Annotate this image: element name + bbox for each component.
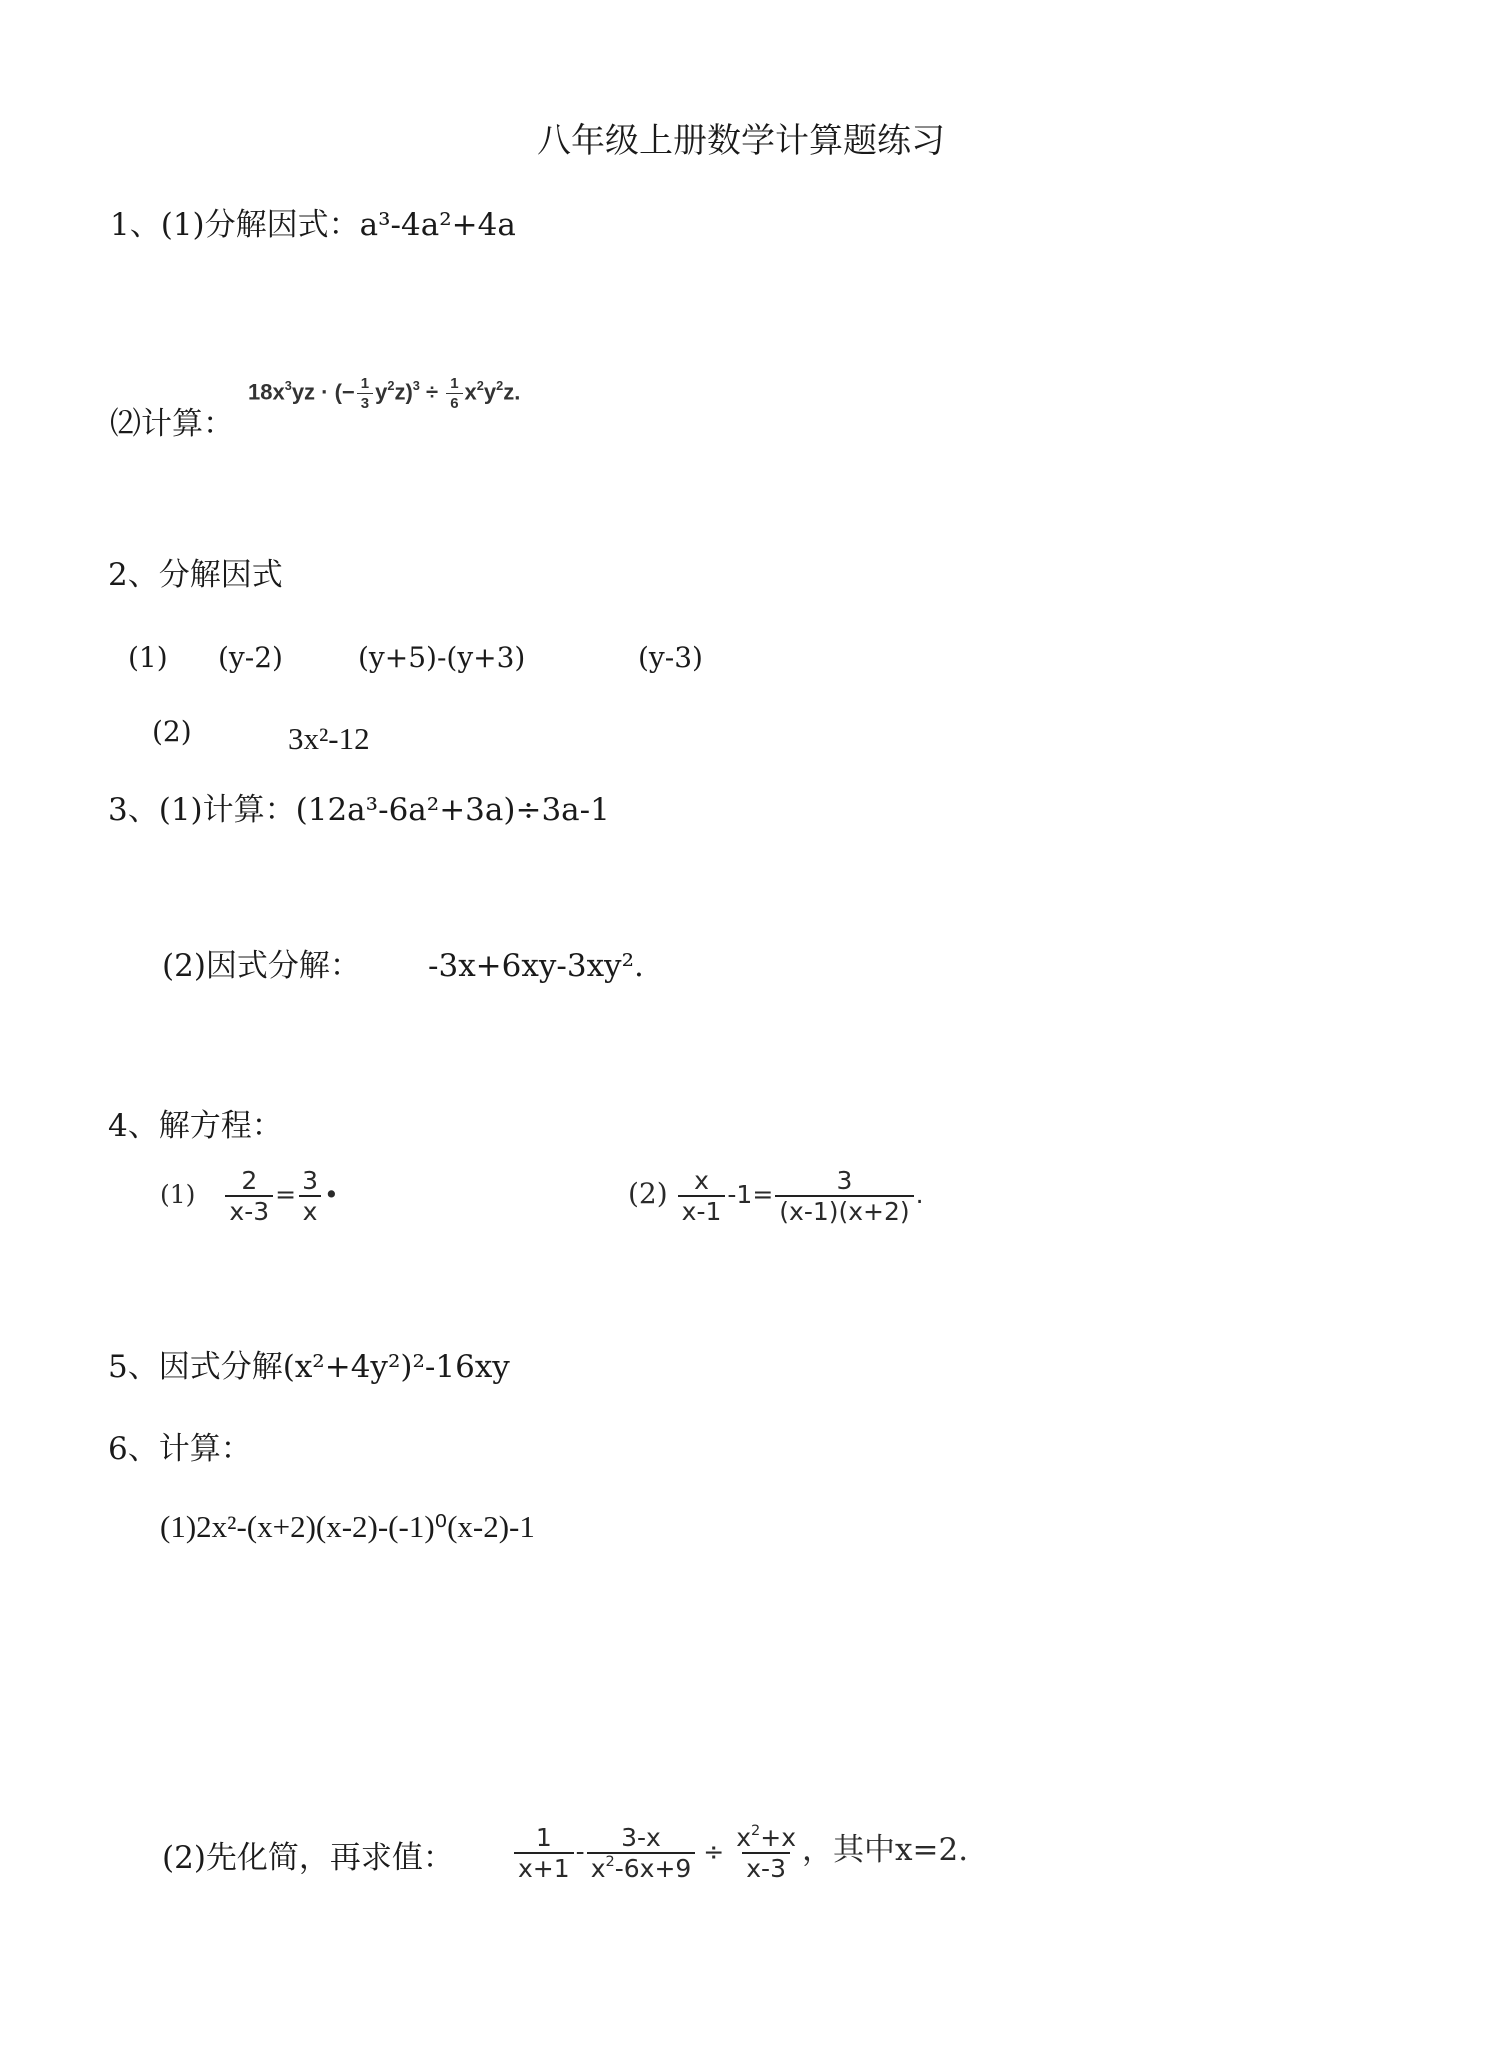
fraction-numerator: 1 (535, 1823, 552, 1852)
denominator-term: x (590, 1854, 606, 1883)
expr-term: y (375, 379, 388, 405)
q5 (108, 1349, 510, 1385)
fraction-numerator: 1 (450, 375, 459, 392)
q6-heading: 6、计算： (108, 1431, 252, 1467)
q2-heading: 2、分解因式 (108, 557, 283, 593)
q6-fraction-1 (514, 1825, 574, 1881)
fraction-denominator: x-3 (742, 1852, 790, 1881)
q1-part2-label: ⑵计算： (110, 406, 234, 442)
q6-part1-expr: (1)2x²-(x+2)(x-2)-(-1)⁰(x-2)-1 (160, 1509, 535, 1544)
numerator-term: +x (760, 1823, 797, 1852)
q4-part1-fraction-right (298, 1168, 322, 1224)
expr-term: yz · (− (291, 379, 355, 405)
q1-part1-expr: a³-4a²+4a (359, 207, 516, 243)
q1-part2-expression-image: $18x^3yz$ · (− $\frac{1}{3}$ $y^2z)^3$ ÷ $\frac{1}{6}$ $x^2y^2z$. (248, 375, 521, 412)
fraction-numerator: 1 (360, 375, 370, 392)
page-title: 八年级上册数学计算题练习 (537, 121, 945, 161)
q2-part1-factor-a: (y-2) (218, 641, 283, 674)
divide-sign: ÷ (419, 379, 445, 405)
minus-one-equals: -1= (727, 1180, 774, 1209)
expr-term: z. (503, 379, 521, 405)
fraction-numerator: 3 (836, 1166, 853, 1195)
divide-sign: ÷ (703, 1837, 725, 1866)
fraction-numerator: 3-x (621, 1823, 661, 1852)
fraction-numerator: 2 (241, 1166, 258, 1195)
q6-fraction-2 (587, 1825, 696, 1881)
q2-part1-factor-b: (y+5)-(y+3) (358, 641, 526, 674)
fraction-one-sixth (446, 376, 462, 411)
q4-part1-fraction-left (225, 1168, 273, 1224)
q6-fraction-3 (732, 1825, 800, 1881)
fraction-denominator: x+1 (514, 1852, 574, 1881)
q3-part2-expr: -3x+6xy-3xy². (428, 948, 644, 984)
fraction-denominator: 3 (357, 393, 373, 411)
end-period: . (915, 1180, 924, 1209)
fraction-numerator: x (694, 1166, 709, 1195)
expr-term: x (464, 379, 477, 405)
q2-part2-expr: 3x²-12 (288, 721, 370, 756)
q6-part2-condition: ，其中x=2. (802, 1832, 969, 1868)
q1-part1-label: 1、(1)分解因式： (110, 207, 360, 243)
fraction-numerator: $x^2+x$ (736, 1823, 797, 1852)
fraction-one-third (357, 376, 373, 411)
equals-sign: = (275, 1180, 297, 1209)
q2-part2-label: (2) (152, 715, 192, 748)
q5-expr: (x²+4y²)²-16xy (282, 1349, 510, 1385)
q4-part1-label: (1) (160, 1180, 196, 1209)
q4-part2-equation (628, 1168, 924, 1224)
q4-part1-equation (160, 1168, 339, 1224)
q6-part2-expression (512, 1825, 968, 1881)
expr-term: y (483, 379, 497, 405)
fraction-denominator: 6 (446, 393, 462, 411)
q2-part1-label: (1) (128, 641, 168, 674)
fraction-denominator: (x-1)(x+2) (775, 1195, 913, 1224)
fraction-numerator: 3 (302, 1166, 319, 1195)
fraction-denominator: x-1 (678, 1195, 726, 1224)
q3-part1-label: 3、(1)计算： (108, 792, 296, 828)
expr-term: z) (394, 379, 413, 405)
q6-part2-label: (2)先化简，再求值： (162, 1840, 454, 1876)
q3-part1 (108, 792, 610, 828)
minus-sign: - (575, 1837, 585, 1866)
end-dot: • (324, 1180, 339, 1209)
q4-part2-label: (2) (628, 1177, 668, 1210)
q4-part2-fraction-right (775, 1168, 913, 1224)
expr-term: 18x (248, 379, 285, 405)
q2-part1-factor-c: (y-3) (638, 641, 703, 674)
fraction-denominator: x-3 (225, 1195, 273, 1224)
q5-label: 5、因式分解 (108, 1349, 283, 1385)
fraction-denominator: x (299, 1195, 322, 1224)
q3-part1-expr: (12a³-6a²+3a)÷3a-1 (295, 792, 610, 828)
numerator-term: x (736, 1823, 752, 1852)
q3-part2-label: (2)因式分解： (162, 948, 361, 984)
fraction-denominator: $x^2-6x+9$ (587, 1852, 696, 1881)
denominator-term: -6x+9 (614, 1854, 692, 1883)
q4-part2-fraction-left (678, 1168, 726, 1224)
q1-part1 (110, 207, 516, 243)
q4-heading: 4、解方程： (108, 1108, 283, 1144)
